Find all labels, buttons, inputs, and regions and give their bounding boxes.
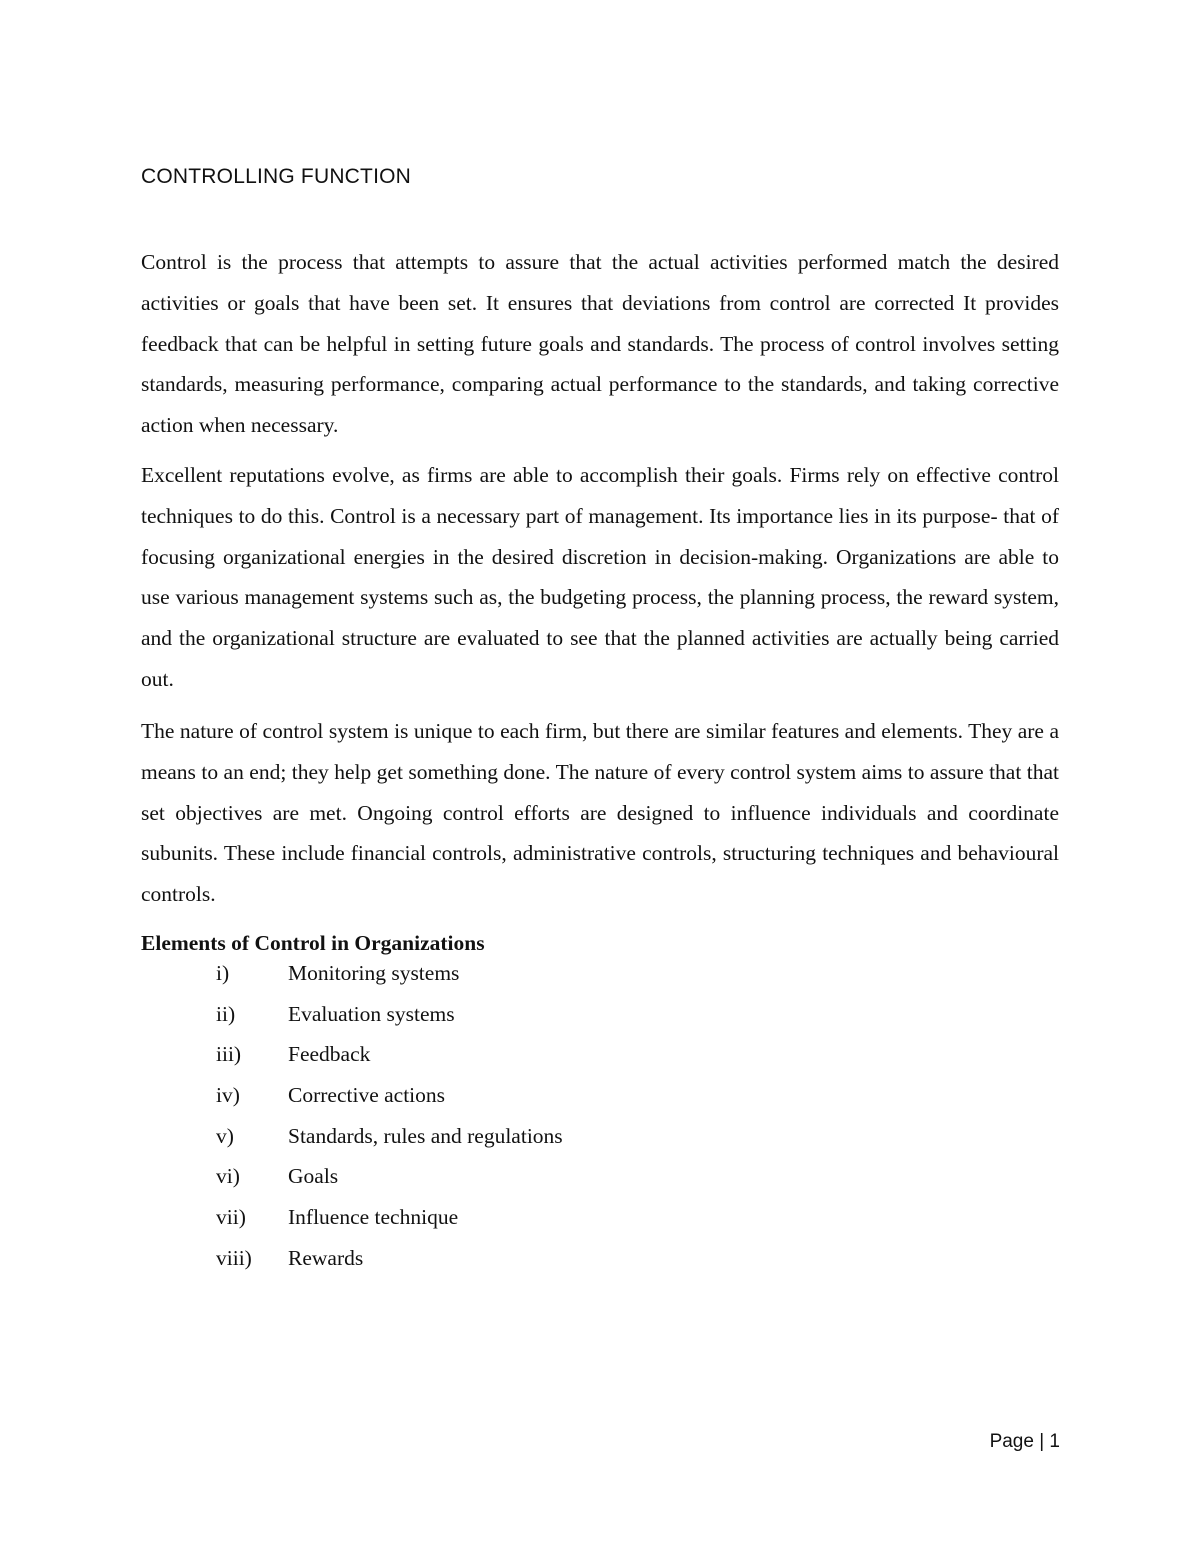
list-item-text: Feedback xyxy=(288,1042,371,1067)
page-number-footer: Page | 1 xyxy=(989,1431,1060,1452)
list-item-number: i) xyxy=(216,961,230,985)
list-item-text: Standards, rules and regulations xyxy=(288,1123,563,1148)
section-heading: Elements of Control in Organizations xyxy=(141,931,485,955)
list-item-text: Monitoring systems xyxy=(288,961,460,985)
list-item-number: vii) xyxy=(216,1205,246,1230)
list-item-number: iii) xyxy=(216,1042,242,1067)
list-item xyxy=(141,1077,841,1118)
list-item xyxy=(141,1036,841,1077)
list-item-text: Goals xyxy=(288,1164,339,1189)
page-title: CONTROLLING FUNCTION xyxy=(141,165,412,188)
list-item-number: vi) xyxy=(216,1164,240,1189)
list-item-number: iv) xyxy=(216,1083,240,1108)
list-item-number: ii) xyxy=(216,1001,236,1026)
list-item xyxy=(141,1118,841,1159)
list-item-text: Influence technique xyxy=(288,1205,459,1230)
list-item xyxy=(141,1158,841,1199)
list-item-number: v) xyxy=(216,1123,234,1148)
list-item-number: viii) xyxy=(216,1245,252,1270)
list-item-text: Corrective actions xyxy=(288,1083,446,1108)
paragraph-nature-of-control: The nature of control system is unique to each firm, but there are similar features and elements. They are a means to an end; they help get something done. The nature of every control system aims to assure that that set objectives are met. Ongoing control efforts are designed to influence individuals and coordinate subunits. These include financial controls, administrative controls, structuring techniques and behavioural controls. xyxy=(141,719,1059,907)
list-item-text: Evaluation systems xyxy=(288,1001,455,1026)
elements-list xyxy=(141,955,841,1281)
list-item xyxy=(141,1240,841,1281)
list-item xyxy=(141,1199,841,1240)
paragraph-reputations: Excellent reputations evolve, as firms are able to accomplish their goals. Firms rely on effective control techniques to do this. Control is a necessary part of management. Its importance lies in its purpose- that of focusing organizational energies in the desired discretion in decision-making. Organizations are able to use various management systems such as, the budgeting process, the planning process, the reward system, and the organizational structure are evaluated to see that the planned activities are actually being carried out. xyxy=(141,463,1059,691)
paragraph-control-definition: Control is the process that attempts to assure that the actual activities performed match the desired activities or goals that have been set. It ensures that deviations from control are corrected It provides feedback that can be helpful in setting future goals and standards. The process of control involves setting standards, measuring performance, comparing actual performance to the standards, and taking corrective action when necessary. xyxy=(141,250,1059,438)
list-item xyxy=(141,955,841,996)
list-item xyxy=(141,996,841,1037)
list-item-text: Rewards xyxy=(288,1245,364,1270)
